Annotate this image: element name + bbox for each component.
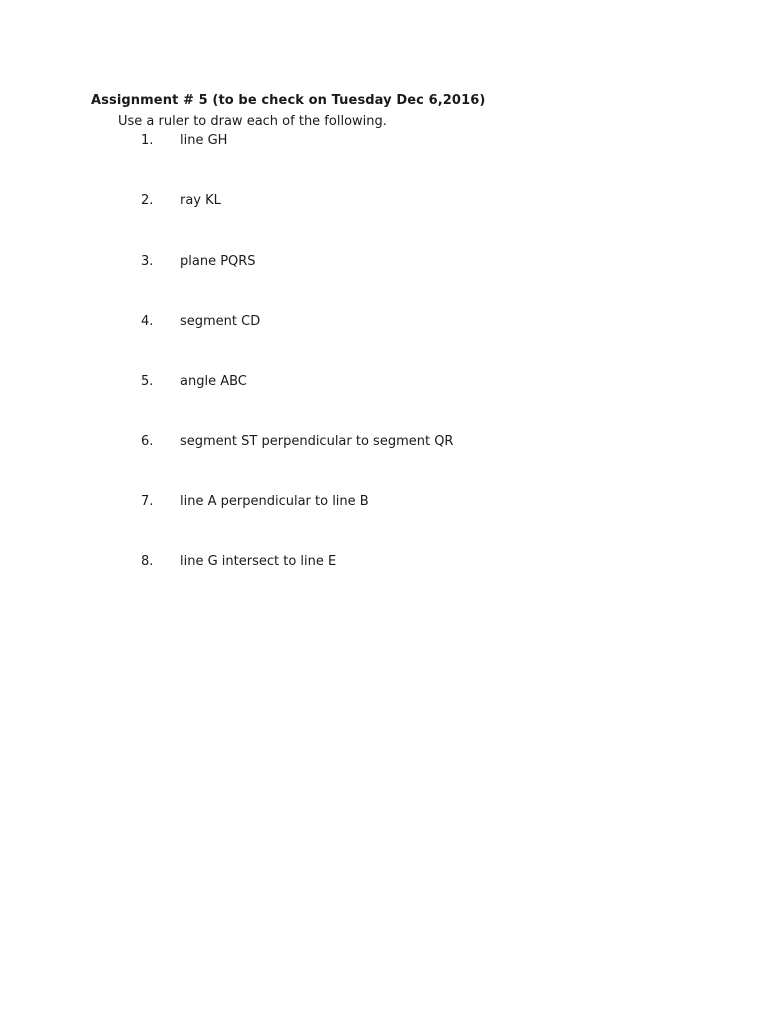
item-text: segment CD [180, 314, 261, 329]
assignment-title: Assignment # 5 (to be check on Tuesday Dec 6,2016) [91, 93, 486, 108]
assignment-instruction: Use a ruler to draw each of the following. [118, 114, 387, 129]
item-number: 8. [141, 554, 154, 569]
item-number: 1. [141, 133, 154, 148]
list-item [0, 314, 768, 332]
item-text: line GH [180, 133, 228, 148]
item-text: line G intersect to line E [180, 554, 337, 569]
list-item [0, 254, 768, 272]
list-item [0, 434, 768, 452]
item-number: 6. [141, 434, 154, 449]
item-text: angle ABC [180, 374, 247, 389]
list-item [0, 133, 768, 151]
item-text: plane PQRS [180, 254, 256, 269]
item-number: 7. [141, 494, 154, 509]
list-item [0, 554, 768, 572]
item-text: ray KL [180, 193, 221, 208]
list-item [0, 494, 768, 512]
list-item [0, 193, 768, 211]
item-number: 5. [141, 374, 154, 389]
item-text: segment ST perpendicular to segment QR [180, 434, 454, 449]
item-number: 3. [141, 254, 154, 269]
list-item [0, 374, 768, 392]
item-number: 4. [141, 314, 154, 329]
item-number: 2. [141, 193, 154, 208]
item-text: line A perpendicular to line B [180, 494, 369, 509]
